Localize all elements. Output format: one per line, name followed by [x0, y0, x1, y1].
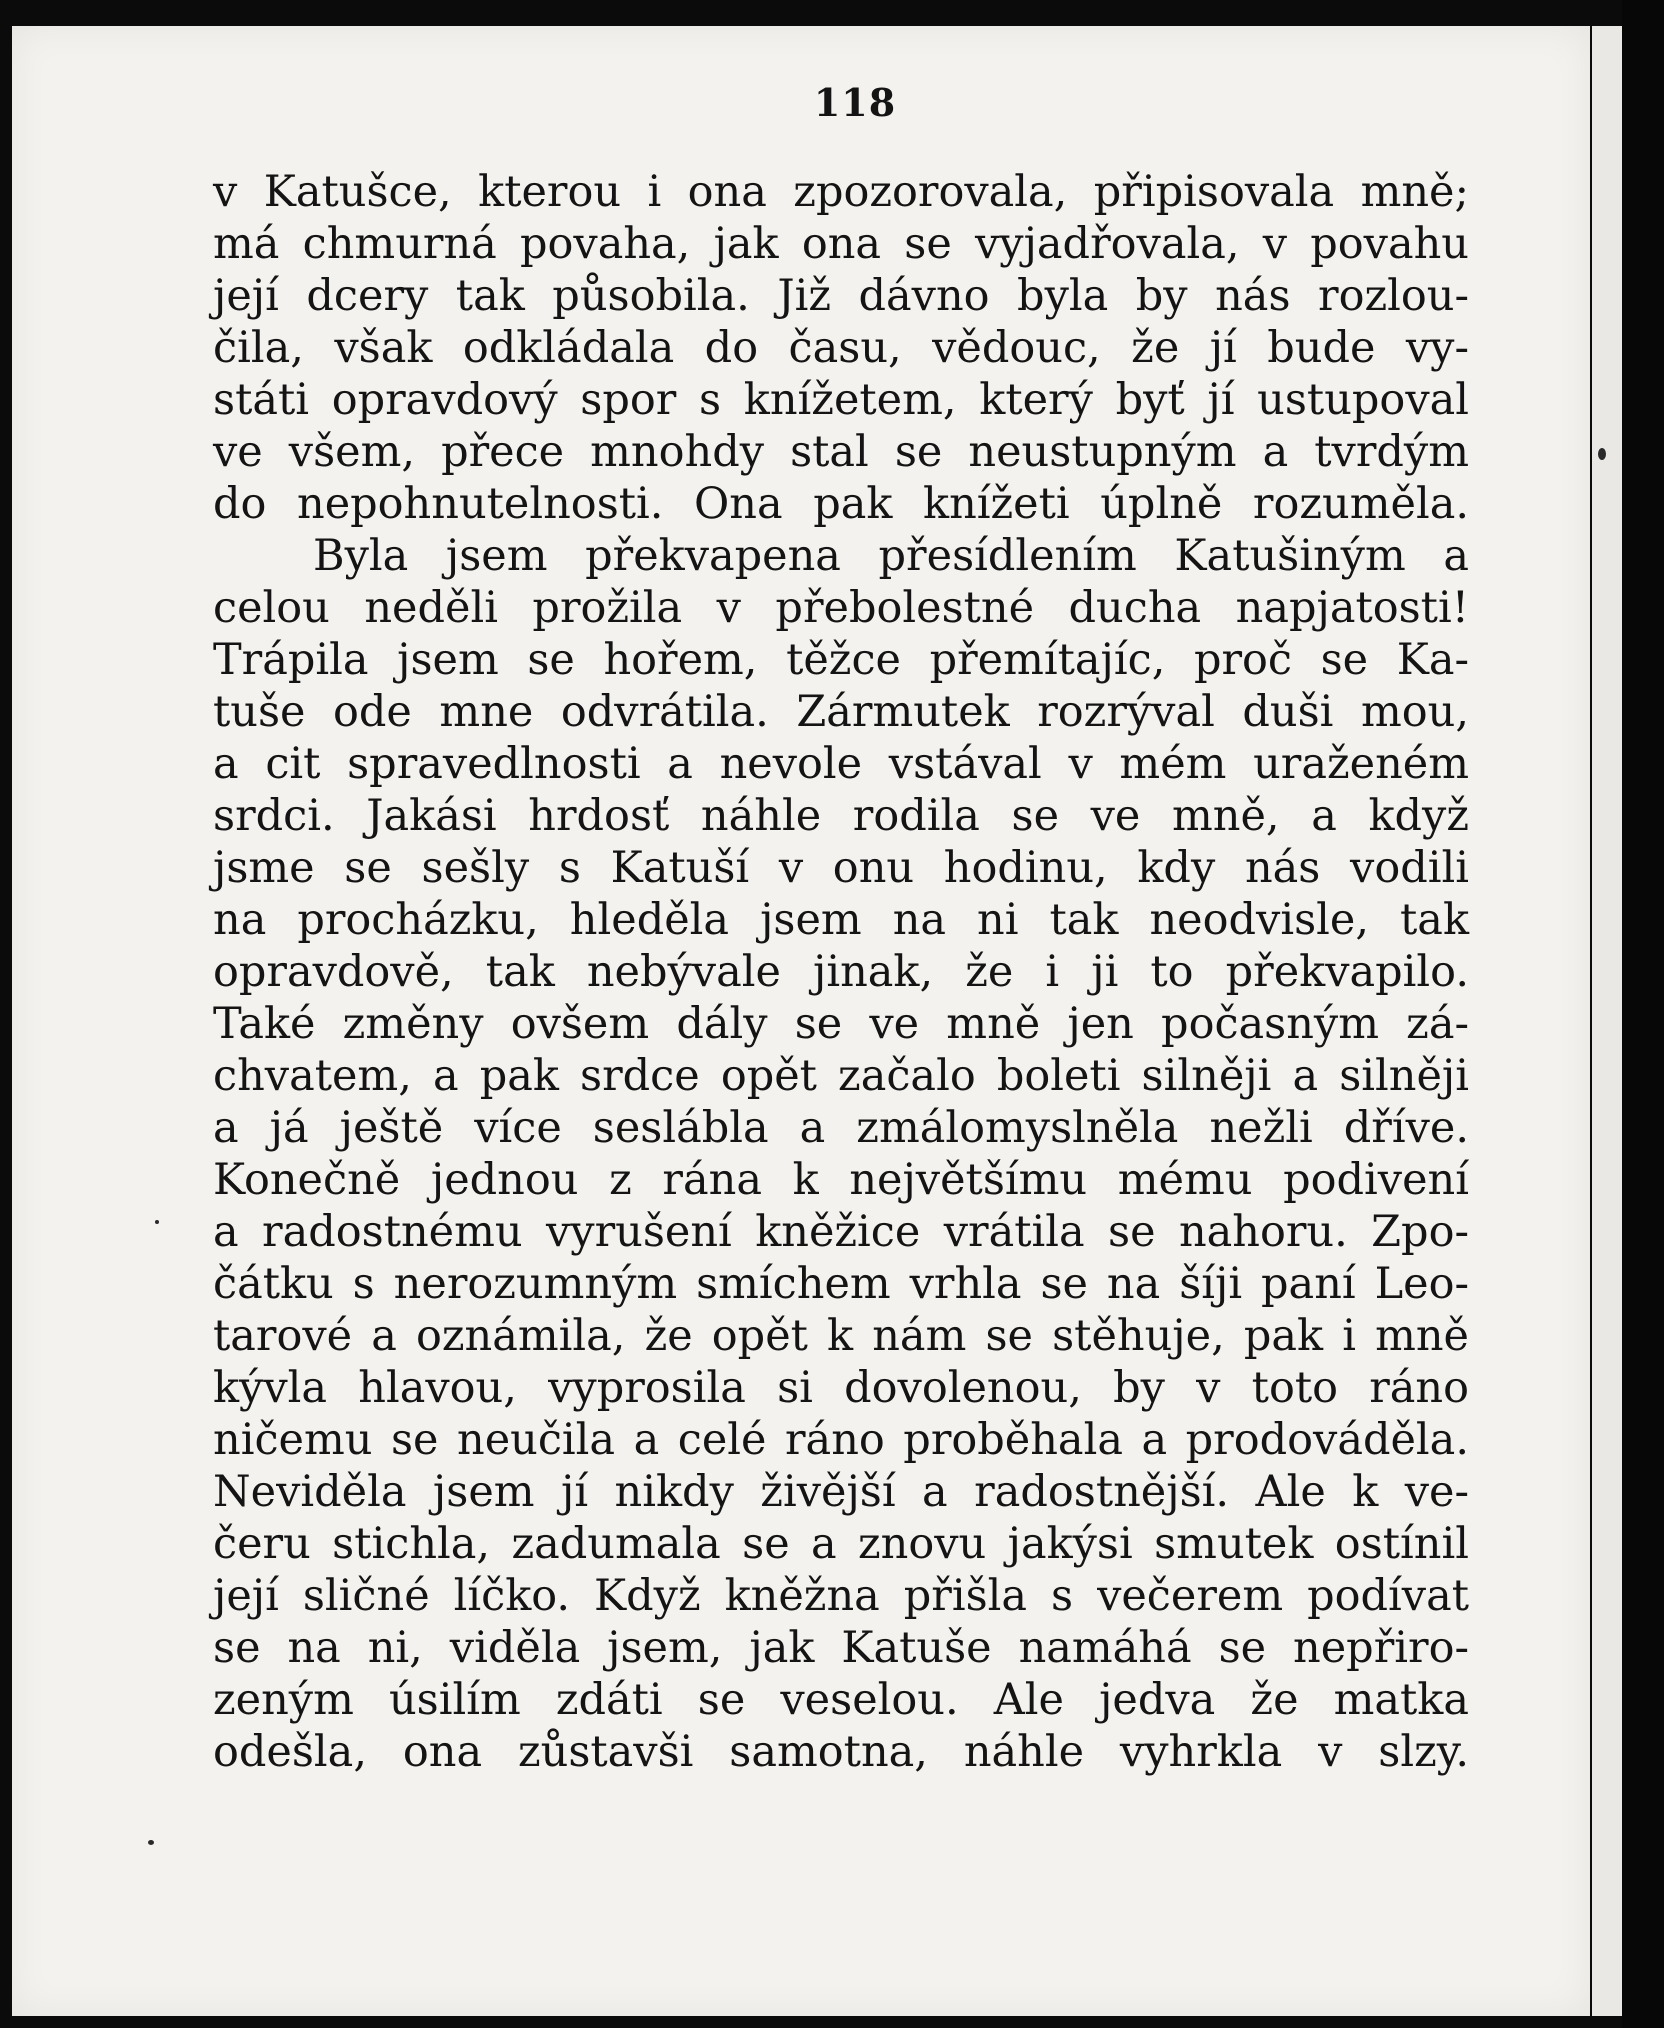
text-line: tuše ode mne odvrátila. Zármutek rozrýval duši mou, — [213, 687, 1469, 737]
text-line: odešla, ona zůstavši samotna, náhle vyhrkla v slzy. — [213, 1727, 1469, 1777]
text-line: opravdově, tak nebývale jinak, že i ji to překvapilo. — [213, 947, 1469, 997]
page-edge-strip — [1592, 26, 1622, 2016]
text-line: Konečně jednou z rána k největšímu mému podivení — [213, 1155, 1469, 1205]
text-line: chvatem, a pak srdce opět začalo boleti silněji a silněji — [213, 1051, 1469, 1101]
ink-speck — [155, 1220, 159, 1224]
scan-border — [1622, 0, 1664, 2028]
text-line: ve všem, přece mnohdy stal se neustupným a tvrdým — [213, 427, 1469, 477]
text-line: zeným úsilím zdáti se veselou. Ale jedva že matka — [213, 1675, 1469, 1725]
text-line: čila, však odkládala do času, vědouc, že jí bude vy- — [213, 323, 1469, 373]
text-line: kývla hlavou, vyprosila si dovolenou, by v toto ráno — [213, 1363, 1469, 1413]
text-line: Také změny ovšem dály se ve mně jen počasným zá- — [213, 999, 1469, 1049]
text-line: má chmurná povaha, jak ona se vyjadřovala, v povahu — [213, 219, 1469, 269]
text-line: ničemu se neučila a celé ráno proběhala a prodováděla. — [213, 1415, 1469, 1465]
body-text — [213, 166, 1469, 1778]
page-number: 118 — [813, 80, 897, 125]
text-line: její sličné líčko. Když kněžna přišla s večerem podívat — [213, 1571, 1469, 1621]
text-line: a já ještě více seslábla a zmálomyslněla nežli dříve. — [213, 1103, 1469, 1153]
text-line: Neviděla jsem jí nikdy živější a radostnější. Ale k ve- — [213, 1467, 1469, 1517]
text-line: a cit spravedlnosti a nevole vstával v mém uraženém — [213, 739, 1469, 789]
text-line: na procházku, hleděla jsem na ni tak neodvisle, tak — [213, 895, 1469, 945]
text-line: v Katušce, kterou i ona zpozorovala, připisovala mně; — [213, 167, 1469, 217]
text-line: čátku s nerozumným smíchem vrhla se na šíji paní Leo- — [213, 1259, 1469, 1309]
text-line: státi opravdový spor s knížetem, který byť jí ustupoval — [213, 375, 1469, 425]
text-line: čeru stichla, zadumala se a znovu jakýsi smutek ostínil — [213, 1519, 1469, 1569]
text-line: celou neděli prožila v přebolestné ducha napjatosti! — [213, 583, 1469, 633]
ink-speck — [148, 1840, 154, 1845]
text-line: se na ni, viděla jsem, jak Katuše namáhá se nepřiro- — [213, 1623, 1469, 1673]
text-line: srdci. Jakási hrdosť náhle rodila se ve mně, a když — [213, 791, 1469, 841]
text-line: Trápila jsem se hořem, těžce přemítajíc, proč se Ka- — [213, 635, 1469, 685]
text-line: tarové a oznámila, že opět k nám se stěhuje, pak i mně — [213, 1311, 1469, 1361]
ink-speck — [1598, 448, 1606, 460]
text-line: a radostnému vyrušení kněžice vrátila se nahoru. Zpo- — [213, 1207, 1469, 1257]
text-line: její dcery tak působila. Již dávno byla by nás rozlou- — [213, 271, 1469, 321]
text-line: Byla jsem překvapena přesídlením Katušiným a — [313, 531, 1469, 581]
text-line: jsme se sešly s Katuší v onu hodinu, kdy nás vodili — [213, 843, 1469, 893]
text-line: do nepohnutelnosti. Ona pak knížeti úplně rozuměla. — [213, 479, 1469, 529]
